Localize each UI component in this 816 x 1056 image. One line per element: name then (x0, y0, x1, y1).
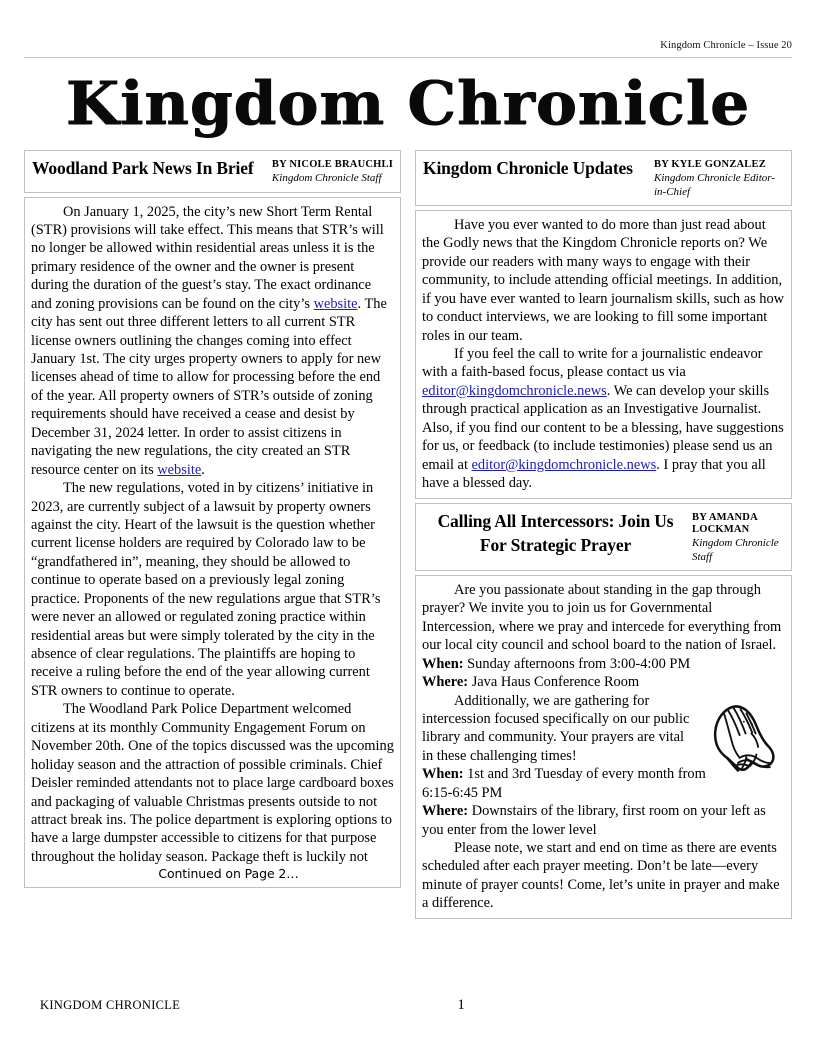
running-header (24, 0, 792, 58)
article-columns (24, 150, 792, 918)
article-body-woodland-park (24, 197, 401, 889)
left-column (24, 150, 401, 888)
article-header-updates (415, 150, 792, 206)
right-column (415, 150, 792, 918)
paragraph (31, 203, 394, 480)
paragraph: Are you passionate about standing in the gap through prayer? We invite you to join us for Governmental Intercession, where we pray and intercede for everything from our local city council and school board to the nation of Israel. (422, 581, 782, 654)
editor-email-link-2[interactable]: editor@kingdomchronicle.news (471, 456, 657, 473)
paragraph: Have you ever wanted to do more than just read about the Godly news that the Kingdom Chronicle reports on? We provide our readers with many ways to engage with their community, to include attending official meetings. In addition, if you have ever wanted to learn journalism skills, such as how to conduct interviews, we are looking to fill some important roles in our team. (422, 216, 785, 344)
byline-woodland-park (268, 156, 393, 185)
when-label: When: (422, 655, 464, 672)
where-label: Where: (422, 803, 469, 820)
paragraph: Additionally, we are gathering for intercession focused specifically on our public library and community. Your prayers are vital in these challenging times! (422, 692, 690, 764)
headline-woodland-park: Woodland Park News In Brief (32, 158, 254, 179)
paragraph-text-part: . I pray that you all have a blessed day. (422, 456, 766, 492)
where-label: Where: (422, 674, 469, 691)
byline-author-role: Kingdom Chronicle Staff (271, 172, 382, 185)
running-header-text: Kingdom Chronicle – Issue 20 (660, 40, 792, 51)
headline-updates: Kingdom Chronicle Updates (423, 158, 633, 179)
page-footer (24, 997, 792, 1014)
footer-page-number: 1 (457, 997, 465, 1013)
when-value: 1st and 3rd Tuesday of every month from 6:15-6:45 PM (422, 766, 706, 801)
masthead-title: Kingdom Chronicle (65, 68, 751, 139)
continued-on-page-note: Continued on Page 2… (158, 866, 299, 882)
byline-author-name: BY KYLE GONZALEZ (654, 159, 766, 171)
article-body-updates (415, 210, 792, 499)
when-label: When: (422, 766, 464, 783)
article-body-prayer (415, 575, 792, 919)
city-website-link-2[interactable]: website (157, 461, 202, 478)
byline-updates (650, 156, 784, 199)
when-value: Sunday afternoons from 3:00-4:00 PM (463, 655, 691, 672)
paragraph (422, 345, 785, 493)
byline-author-role: Kingdom Chronicle Staff (692, 537, 779, 563)
footer-publication-name: KINGDOM CHRONICLE (40, 998, 181, 1012)
byline-author-role: Kingdom Chronicle Editor-in-Chief (654, 172, 775, 198)
meeting-detail-when-1 (422, 655, 785, 673)
editor-email-link-1[interactable]: editor@kingdomchronicle.news (422, 382, 607, 399)
praying-hands-icon (701, 694, 785, 778)
paragraph: The Woodland Park Police Department welcomed citizens at its monthly Community Engagement Forum on November 20th. One of the topics discussed was the upcoming holiday season and the attraction of possible criminals. Chief Deisler reminded attendants not to place large cardboard boxes and packaging of valuable Christmas presents outside to not attract break ins. The police department is exploring options to have a large dumpster accessible to citizens for that purpose throughout the holiday season. Package theft is luckily not (31, 701, 394, 865)
byline-author-name: BY AMANDA LOCKMAN (692, 511, 758, 536)
paragraph: The new regulations, voted in by citizens’ initiative in 2023, are currently subject of a lawsuit by property owners against the city. Heart of the lawsuit is the question whether current license holders are required by Colorado law to be “grandfathered in”, meaning, they should be allowed to continue to operate based on a previously legal zoning practice. Proponents of the new regulations argue that STR’s were never an allowed or regulated zoning practice within residential areas but were simply tolerated by the city in the absence of clear regulations. The plaintiffs are hoping to receive a ruling before the end of the year allowing current STR owners to continue to operate. (31, 480, 381, 699)
meeting-detail-where-2 (422, 802, 785, 839)
city-website-link-1[interactable]: website (313, 295, 358, 312)
paragraph: Please note, we start and end on time as there are events scheduled after each prayer meeting. Don’t be late—every minute of prayer counts! Come, let’s unite in prayer and make a difference. (422, 840, 780, 912)
masthead (24, 58, 792, 143)
paragraph-text-part: . (201, 461, 205, 478)
article-header-woodland-park (24, 150, 401, 192)
where-value: Java Haus Conference Room (468, 674, 640, 691)
headline-prayer: Calling All Intercessors: Join Us For Strategic Prayer (437, 510, 674, 555)
paragraph-text-part: If you feel the call to write for a journalistic endeavor with a faith-based focus, please contact us via (422, 346, 763, 381)
byline-prayer (688, 509, 784, 564)
paragraph-text-part: . The city has sent out three different letters to all current STR license owners outlining the changes coming into effect January 1st. The city urges property owners to apply for new licenses ahead of time to allow for processing before the end of the year. All property owners of STR’s outside of zoning requirements should have received a cease and desist by December 31, 2024 letter. In order to assist citizens in navigating the new regulations, the city created an STR resource center on its (31, 295, 387, 478)
where-value: Downstairs of the library, first room on your left as you enter from the lower level (422, 803, 766, 838)
article-header-prayer (415, 503, 792, 571)
paragraph-text-part: . We can develop your skills through practical application as an Investigative Journalist. Also, if you find our content to be a blessing, have suggestions for us, or feedback (to include testimonies) please send us an email at (422, 382, 784, 473)
byline-author-name: BY NICOLE BRAUCHLI (271, 159, 393, 171)
meeting-detail-where-1 (422, 673, 785, 691)
paragraph-text-part: On January 1, 2025, the city’s new Short Term Rental (STR) provisions will take effect. This means that STR’s will no longer be allowed within residential areas unless it is the primary residence of the owner and the owner is present during the duration of the guest’s stay. The exact ordinance and zoning provisions can be found on the city’s (31, 203, 384, 312)
